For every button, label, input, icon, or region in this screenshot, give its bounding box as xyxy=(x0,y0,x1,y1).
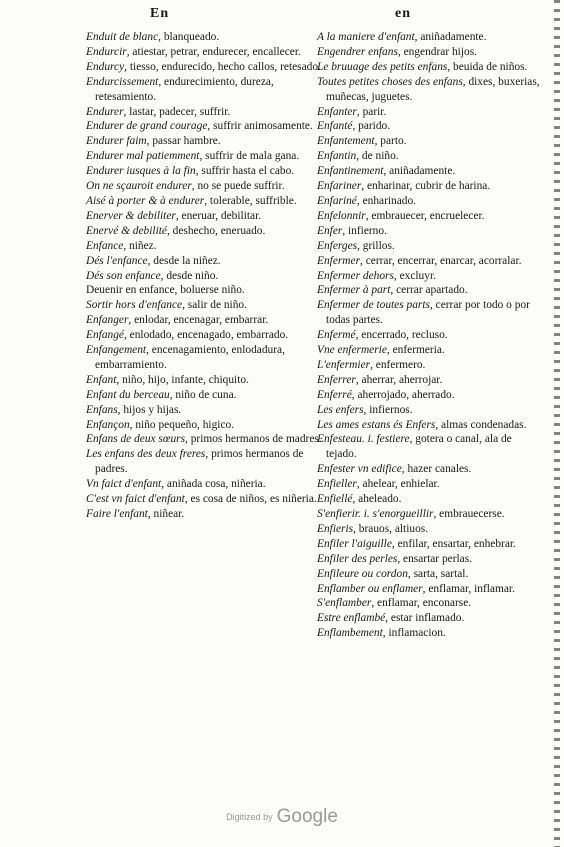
entry-headword: Enferrer xyxy=(317,373,356,386)
binding-edge xyxy=(554,0,560,847)
entry-headword: Enferré xyxy=(317,388,352,401)
entry-definition: , aherrar, aherrojar. xyxy=(355,373,443,386)
dictionary-entry xyxy=(317,224,541,239)
dictionary-entry xyxy=(317,388,541,403)
entry-headword: Endurer xyxy=(86,105,124,118)
dictionary-entry xyxy=(317,283,541,298)
entry-headword: Enfant du berceau xyxy=(86,388,170,401)
dictionary-entry xyxy=(86,388,322,403)
entry-definition: , enfermero. xyxy=(370,358,426,371)
entry-definition: , niñez. xyxy=(123,239,157,252)
entry-headword: Faire l'enfant xyxy=(86,508,148,520)
dictionary-entry xyxy=(317,507,541,522)
entry-definition: , niño, hijo, infante, chiquito. xyxy=(116,373,249,386)
dictionary-entry xyxy=(317,537,541,552)
entry-definition: , tolerable, suffrible. xyxy=(204,194,297,207)
entry-headword: Enfariner xyxy=(317,180,362,193)
entry-definition: , suffrir hasta el cabo. xyxy=(195,165,295,178)
entry-definition: , parir. xyxy=(356,105,387,118)
entry-definition: , excluyr. xyxy=(393,269,436,282)
dictionary-entry xyxy=(317,522,541,537)
entry-definition: , cerrar, encerrar, enarcar, acorralar. xyxy=(360,254,522,267)
entry-definition: , inflamacion. xyxy=(382,627,446,640)
entry-headword: Enfermer xyxy=(317,254,361,267)
entry-definition: , niño pequeño, higico. xyxy=(129,418,235,431)
entry-headword: Enfer xyxy=(317,224,343,237)
entry-definition: , hijos y hijas. xyxy=(117,403,182,416)
entry-definition: , deshecho, eneruado. xyxy=(166,224,266,237)
entry-headword: Enfiler l'aiguille xyxy=(317,537,392,550)
entry-headword: Aisé à porter & à endurer xyxy=(86,194,205,207)
dictionary-entry xyxy=(317,149,541,164)
dictionary-entry xyxy=(86,224,322,239)
dictionary-entry xyxy=(317,209,541,224)
dictionary-entry xyxy=(317,343,541,358)
entry-headword: Endurer faim xyxy=(86,135,147,148)
entry-headword: Dés son enfance xyxy=(86,269,161,282)
entry-headword: Enfangement xyxy=(86,344,147,357)
entry-definition: , infierno. xyxy=(342,224,387,237)
entry-definition: , niño de cuna. xyxy=(169,388,237,401)
entry-definition: , cerrar apartado. xyxy=(390,284,468,297)
dictionary-entry xyxy=(317,119,541,134)
entry-definition: , atiestar, petrar, endurecer, encallecer. xyxy=(126,45,301,58)
entry-definition: , enfermeria. xyxy=(386,344,445,357)
dictionary-entry xyxy=(317,492,541,507)
dictionary-entry xyxy=(86,269,322,284)
left-column xyxy=(86,30,322,522)
entry-headword: Enfester vn edifice xyxy=(317,463,402,476)
entry-headword: Les ames estans és Enfers xyxy=(317,418,436,431)
dictionary-entry xyxy=(317,179,541,194)
entry-headword: Vn faict d'enfant xyxy=(86,478,162,491)
dictionary-entry xyxy=(86,254,322,269)
entry-headword: Enferges xyxy=(317,239,358,252)
entry-headword: Le bruuage des petits enfans xyxy=(317,60,448,73)
dictionary-entry xyxy=(317,432,541,462)
entry-definition: , sarta, sartal. xyxy=(407,567,469,580)
entry-headword: Sortir hors d'enfance xyxy=(86,299,183,312)
entry-definition: , enlodar, encenagar, embarrar. xyxy=(128,314,269,327)
entry-definition: , aniñadamente. xyxy=(414,31,487,43)
entry-definition: , enharinar, cubrir de harina. xyxy=(361,180,491,193)
dictionary-entry xyxy=(317,269,541,284)
entry-headword: Engendrer enfans xyxy=(317,45,398,58)
running-head-right: en xyxy=(395,6,411,21)
entry-definition: , tiesso, endurecido, hecho callos, retesado. xyxy=(124,60,321,73)
entry-definition: , ensartar perlas. xyxy=(397,552,472,565)
dictionary-entry xyxy=(317,194,541,209)
entry-headword: Enfantin xyxy=(317,150,357,163)
dictionary-entry xyxy=(317,254,541,269)
entry-headword: Enfançon xyxy=(86,418,130,431)
entry-headword: Enfiler des perles xyxy=(317,552,398,565)
dictionary-entry xyxy=(317,582,541,597)
dictionary-entry xyxy=(86,75,322,105)
dictionary-entry xyxy=(317,418,541,433)
dictionary-entry xyxy=(86,477,322,492)
entry-headword: Enfans de deux sœurs xyxy=(86,433,186,446)
entry-definition: , desde la niñez. xyxy=(147,254,221,267)
entry-definition: , primos hermanos de madres. xyxy=(185,433,322,446)
dictionary-entry xyxy=(86,403,322,418)
dictionary-entry xyxy=(317,552,541,567)
entry-definition: , brauos, altiuos. xyxy=(353,522,429,535)
entry-headword: Dés l'enfance xyxy=(86,254,148,267)
entry-headword: Enfantement xyxy=(317,135,375,148)
entry-definition: , aniñada cosa, niñeria. xyxy=(161,478,266,491)
entry-headword: Enduit de blanc xyxy=(86,31,159,43)
entry-definition: , estar inflamado. xyxy=(385,612,465,625)
entry-headword: Enflambement xyxy=(317,627,383,640)
entry-definition: , encenagamiento, enlodadura, embarramiento. xyxy=(95,344,285,371)
dictionary-entry xyxy=(86,119,322,134)
entry-headword: Endurer iusques à la fin xyxy=(86,165,196,178)
dictionary-entry xyxy=(317,30,541,45)
entry-headword: Enfermer de toutes parts xyxy=(317,299,430,312)
entry-definition: , blanqueado. xyxy=(158,31,220,43)
entry-headword: S'enfierir. i. s'enorgueillir xyxy=(317,508,434,520)
entry-headword: A la maniere d'enfant xyxy=(317,31,415,43)
entry-headword: Enfanger xyxy=(86,314,129,327)
dictionary-entry xyxy=(317,596,541,611)
entry-definition: , eneruar, debilitar. xyxy=(175,209,262,222)
running-head-left: En xyxy=(150,6,170,21)
entry-headword: Endurcissement xyxy=(86,75,159,88)
dictionary-entry xyxy=(86,30,322,45)
right-column xyxy=(317,30,541,641)
dictionary-entry xyxy=(317,373,541,388)
entry-headword: On ne sçauroit endurer xyxy=(86,180,192,193)
entry-definition: , embrauecer, encruelecer. xyxy=(365,209,485,222)
entry-headword: Vne enfermerie xyxy=(317,344,387,357)
dictionary-entry xyxy=(86,194,322,209)
dictionary-entry xyxy=(86,105,322,120)
entry-definition: , es cosa de niños, es niñeria. xyxy=(184,493,317,506)
dictionary-entry xyxy=(86,343,322,373)
entry-definition: , cerrar por todo o por todas partes. xyxy=(326,299,530,327)
entry-headword: C'est vn faict d'enfant xyxy=(86,493,185,506)
entry-headword: Enfileure ou cordon xyxy=(317,567,408,580)
dictionary-entry xyxy=(86,373,322,388)
dictionary-entry xyxy=(86,313,322,328)
entry-definition: , suffrir animosamente. xyxy=(207,120,313,133)
entry-definition: , passar hambre. xyxy=(146,135,221,148)
entry-headword: Enfieris xyxy=(317,522,354,535)
entry-headword: Enfieller xyxy=(317,478,357,491)
entry-definition: , enflamar, enconarse. xyxy=(371,597,472,610)
dictionary-entry xyxy=(86,164,322,179)
dictionary-entry xyxy=(86,179,322,194)
dictionary-entry xyxy=(317,75,541,105)
dictionary-entry xyxy=(86,492,322,507)
dictionary-entry xyxy=(86,60,322,75)
entry-headword: Enfantinement xyxy=(317,165,384,178)
entry-headword: Endurcir xyxy=(86,45,127,58)
entry-definition: , desde niño. xyxy=(160,269,219,282)
entry-definition: , encerrado, recluso. xyxy=(355,329,448,342)
entry-definition: , dixes, buxerias, muñecas, juguetes. xyxy=(326,75,540,103)
entry-headword: Endurer de grand courage xyxy=(86,120,208,133)
entry-headword: Enflamber ou enflamer xyxy=(317,582,423,595)
entry-definition: , hazer canales. xyxy=(401,463,472,476)
dictionary-entry xyxy=(317,164,541,179)
dictionary-entry xyxy=(86,239,322,254)
dictionary-entry xyxy=(86,283,322,298)
entry-definition: , suffrir de mala gana. xyxy=(199,150,300,163)
entry-definition: , aniñadamente. xyxy=(383,165,456,178)
entry-definition: , aheleado. xyxy=(352,493,402,506)
dictionary-entry xyxy=(317,567,541,582)
entry-headword: Enfariné xyxy=(317,194,357,207)
dictionary-entry xyxy=(317,105,541,120)
entry-headword: Enervé & debilité xyxy=(86,224,167,237)
entry-definition: , ahelear, enhielar. xyxy=(356,478,440,491)
entry-headword: Enfesteau. i. festiere xyxy=(317,433,410,446)
entry-definition: , almas condenadas. xyxy=(435,418,527,431)
dictionary-entry xyxy=(317,462,541,477)
entry-headword: Enfans xyxy=(86,403,118,416)
entry-definition: , endurecimiento, dureza, retesamiento. xyxy=(95,75,274,103)
entry-definition: , embrauecerse. xyxy=(433,508,505,520)
entry-headword: Enfant xyxy=(86,373,117,386)
entry-definition: , beuida de niños. xyxy=(447,60,528,73)
entry-headword: Endurer mal patiemment xyxy=(86,150,200,163)
entry-headword: Enfermer à part xyxy=(317,284,391,297)
entry-definition: , de niño. xyxy=(356,150,399,163)
entry-headword: Estre enflambé xyxy=(317,612,386,625)
digitization-watermark xyxy=(0,806,564,828)
entry-headword: Enfermé xyxy=(317,329,356,342)
dictionary-entry xyxy=(86,209,322,224)
dictionary-entry xyxy=(86,418,322,433)
entry-definition: , niñear. xyxy=(147,508,185,520)
entry-headword: Enerver & debiliter xyxy=(86,209,176,222)
dictionary-entry xyxy=(317,477,541,492)
entry-definition: , enharinado. xyxy=(356,194,417,207)
dictionary-entry xyxy=(86,507,322,522)
entry-headword: Enfiellé xyxy=(317,493,353,506)
entry-headword: L'enfermier xyxy=(317,358,371,371)
dictionary-entry xyxy=(86,432,322,447)
entry-definition: , parido. xyxy=(352,120,391,133)
entry-headword: Enfermer dehors xyxy=(317,269,394,282)
entry-definition: , enflamar, inflamar. xyxy=(422,582,515,595)
entry-headword: Enfanté xyxy=(317,120,353,133)
dictionary-entry xyxy=(317,239,541,254)
entry-headword: Enfanter xyxy=(317,105,357,118)
entry-headword: Toutes petites choses des enfans xyxy=(317,75,463,88)
dictionary-entry xyxy=(86,447,322,477)
entry-definition: , lastar, padecer, suffrir. xyxy=(123,105,231,118)
dictionary-entry xyxy=(317,626,541,641)
entry-definition: , enfilar, ensartar, enhebrar. xyxy=(391,537,516,550)
dictionary-entry xyxy=(317,358,541,373)
watermark-brand: Google xyxy=(276,806,338,827)
dictionary-entry xyxy=(86,45,322,60)
entry-definition: , primos hermanos de padres. xyxy=(95,448,304,476)
entry-headword: S'enflamber xyxy=(317,597,372,610)
dictionary-entry xyxy=(317,45,541,60)
dictionary-entry xyxy=(86,149,322,164)
entry-headword: Endurcy xyxy=(86,60,125,73)
dictionary-entry xyxy=(317,298,541,328)
entry-headword: Les enfans des deux freres xyxy=(86,448,206,461)
dictionary-entry xyxy=(317,60,541,75)
entry-definition: , gotera o canal, ala de tejado. xyxy=(326,433,512,461)
dictionary-entry xyxy=(317,403,541,418)
entry-definition: , engendrar hijos. xyxy=(397,45,477,58)
entry-definition: , infiernos. xyxy=(363,403,413,416)
entry-definition: , aherrojado, aherrado. xyxy=(351,388,455,401)
watermark-prefix: Digitized by xyxy=(226,812,273,822)
dictionary-entry xyxy=(317,134,541,149)
entry-definition: , parto. xyxy=(374,135,407,148)
dictionary-entry xyxy=(86,298,322,313)
dictionary-entry xyxy=(86,134,322,149)
entry-headword: Enfangé xyxy=(86,329,124,342)
entry-headword: Les enfers xyxy=(317,403,364,416)
entry-definition: , salir de niño. xyxy=(182,299,247,312)
entry-definition: , enlodado, encenagado, embarrado. xyxy=(123,329,289,342)
dictionary-entry xyxy=(86,328,322,343)
entry-definition: , grillos. xyxy=(357,239,395,252)
dictionary-entry xyxy=(317,611,541,626)
entry-definition: , no se puede suffrir. xyxy=(191,180,285,193)
entry-headword: Enfelonnir xyxy=(317,209,366,222)
entry-definition: Deuenir en enfance, boluerse niño. xyxy=(86,284,245,297)
entry-headword: Enfance xyxy=(86,239,124,252)
dictionary-entry xyxy=(317,328,541,343)
